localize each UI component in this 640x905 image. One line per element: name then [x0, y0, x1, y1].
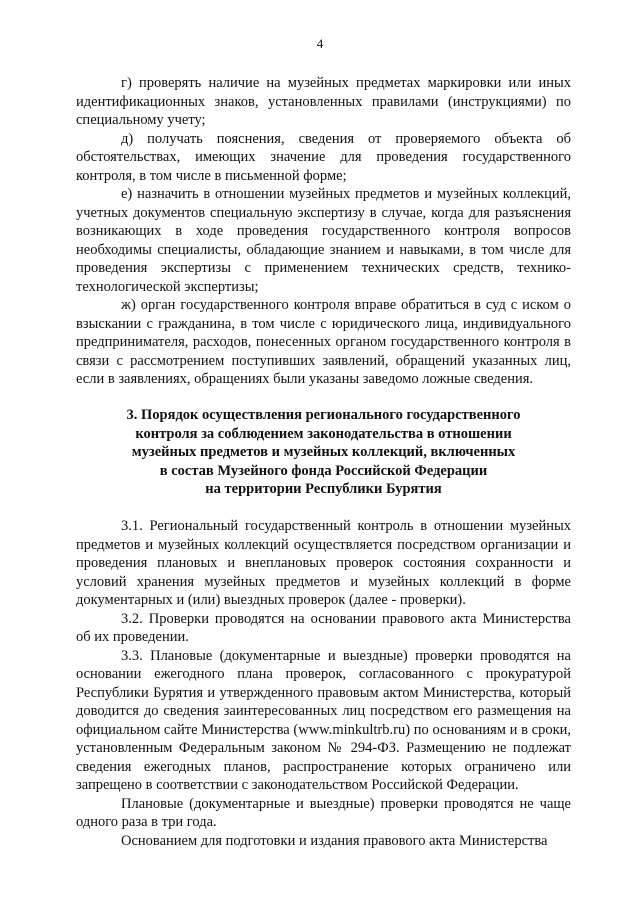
paragraph-e: е) назначить в отношении музейных предметов и музейных коллекций, учетных документов специальную экспертизу в случае, когда для разъяснения возникающих в ходе проведения государственного контроля вопросов необходимы специалисты, обладающие знанием и навыками, в том числе для проведения экспертизы с применением технических средств, технико-технологической экспертизы;: [76, 186, 571, 295]
paragraph-g: г) проверять наличие на музейных предметах маркировки или иных идентификационных знаков, установленных правилами (инструкциями) по специальному учету;: [76, 75, 571, 128]
paragraph-frequency: Плановые (документарные и выездные) проверки проводятся не чаще одного раза в три года.: [76, 795, 571, 830]
paragraph-basis: Основанием для подготовки и издания правового акта Министерства: [121, 832, 548, 849]
paragraph-3-3: 3.3. Плановые (документарные и выездные) проверки проводятся на основании ежегодного плана проверок, согласованного с прокуратурой Республики Бурятия и утвержденного правовым актом Министерства, который доводится до сведения заинтересованных лиц посредством его размещения на официальном сайте Министерства (www.minkultrb.ru) по основаниям и в сроки, установленным Федеральным законом № 294-ФЗ. Размещению не подлежат сведения ежегодных планов, распространение которых ограничено или запрещено в соответствии с законодательством Российской Федерации.: [76, 647, 571, 793]
heading-line: в состав Музейного фонда Российской Федерации: [159, 462, 488, 479]
section-heading: [76, 406, 571, 499]
paragraph-d: д) получать пояснения, сведения от проверяемого объекта об обстоятельствах, имеющих значение для проведения государственного контроля, в том числе в письменной форме;: [76, 130, 571, 184]
body-text-top: [76, 74, 571, 389]
heading-line: контроля за соблюдением законодательства в отношении: [135, 425, 512, 442]
paragraph-zh: ж) орган государственного контроля вправе обратиться в суд с иском о взыскании с гражданина, в том числе с юридического лица, индивидуального предпринимателя, расходов, понесенных органом государственного контроля в связи с рассмотрением поступивших заявлений, обращений указанных лиц, если в заявлениях, обращениях были указаны заведомо ложные сведения.: [76, 297, 571, 387]
paragraph-3-2: 3.2. Проверки проводятся на основании правового акта Министерства об их проведении.: [76, 610, 571, 645]
paragraph-3-1: 3.1. Региональный государственный контроль в отношении музейных предметов и музейных коллекций осуществляется посредством организации и проведения плановых и внеплановых проверок состояния сохранности и условий хранения музейных предметов и музейных коллекций в форме документарных и (или) выездных проверок (далее - проверки).: [76, 518, 571, 608]
body-text-bottom: [76, 517, 571, 850]
heading-line: музейных предметов и музейных коллекций, включенных: [131, 444, 516, 460]
heading-line: на территории Республики Бурятия: [205, 481, 442, 497]
heading-line: 3. Порядок осуществления регионального государственного: [126, 407, 521, 423]
page-number: 4: [316, 36, 324, 51]
